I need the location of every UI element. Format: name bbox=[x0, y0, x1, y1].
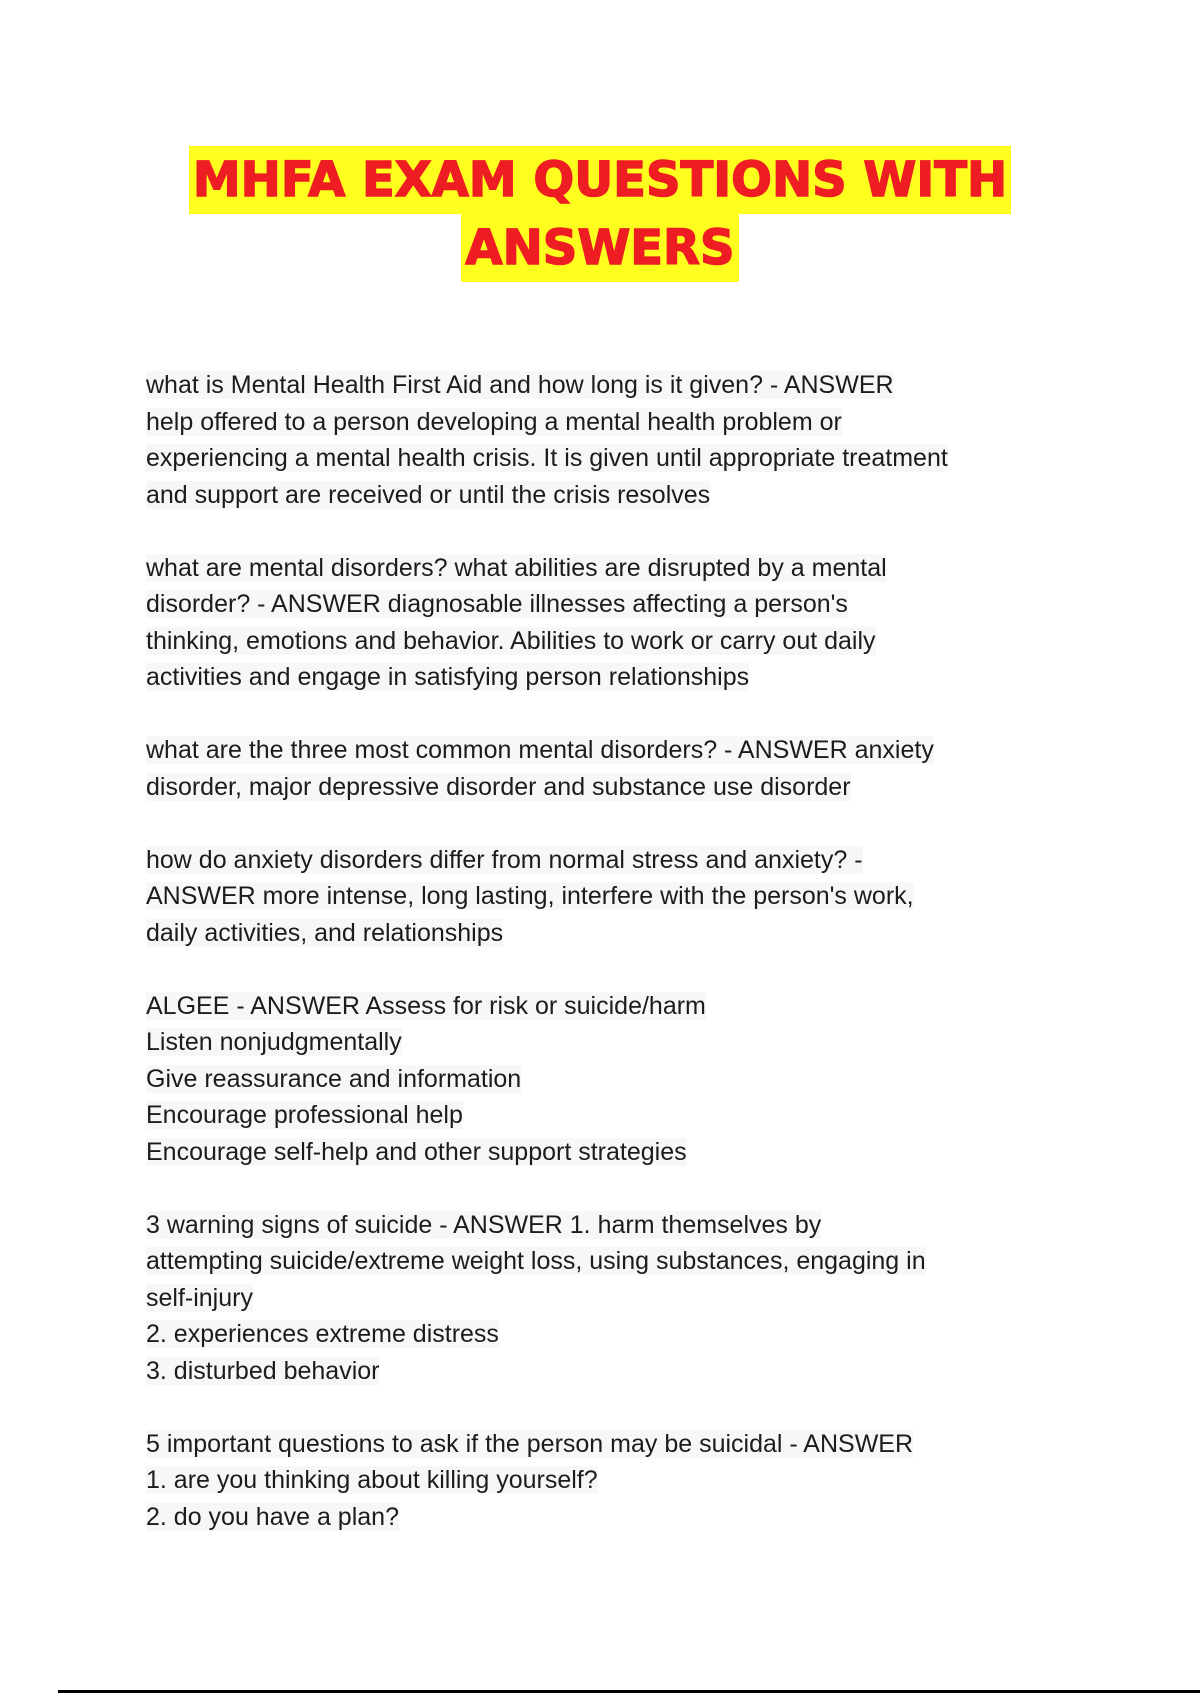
qa-text-line: and support are received or until the crisis resolves bbox=[146, 480, 711, 509]
qa-item-3 bbox=[146, 732, 1066, 805]
qa-text-line: Give reassurance and information bbox=[146, 1064, 522, 1093]
qa-item-5 bbox=[146, 988, 1066, 1171]
qa-text-line: Encourage professional help bbox=[146, 1101, 463, 1129]
qa-item-1 bbox=[146, 367, 1066, 513]
bottom-divider bbox=[58, 1690, 1200, 1693]
qa-text-line: how do anxiety disorders differ from normal stress and anxiety? - bbox=[146, 845, 863, 874]
qa-text-line: activities and engage in satisfying person relationships bbox=[146, 663, 750, 691]
qa-text-line: thinking, emotions and behavior. Abilities to work or carry out daily bbox=[146, 626, 876, 655]
qa-text-line: 3. disturbed behavior bbox=[146, 1356, 380, 1385]
qa-text-line: ALGEE - ANSWER Assess for risk or suicide/harm bbox=[146, 991, 706, 1020]
qa-text-line: Encourage self-help and other support strategies bbox=[146, 1137, 687, 1166]
qa-text-line: help offered to a person developing a mental health problem or bbox=[146, 407, 842, 436]
qa-text-line: 5 important questions to ask if the person may be suicidal - ANSWER bbox=[146, 1429, 914, 1458]
title-line-2: ANSWERS bbox=[461, 214, 738, 282]
qa-text-line: what is Mental Health First Aid and how long is it given? - ANSWER bbox=[146, 371, 894, 399]
title-line-1: MHFA EXAM QUESTIONS WITH bbox=[189, 146, 1011, 214]
qa-text-line: daily activities, and relationships bbox=[146, 918, 504, 947]
qa-text-line: what are mental disorders? what abilities are disrupted by a mental bbox=[146, 553, 887, 582]
qa-text-line: disorder? - ANSWER diagnosable illnesses affecting a person's bbox=[146, 590, 848, 618]
qa-text-line: 1. are you thinking about killing yourself? bbox=[146, 1466, 598, 1494]
page-title bbox=[0, 146, 1200, 282]
qa-text-line: 2. do you have a plan? bbox=[146, 1502, 399, 1531]
qa-item-7 bbox=[146, 1426, 1066, 1536]
qa-text-line: what are the three most common mental disorders? - ANSWER anxiety bbox=[146, 736, 934, 764]
qa-text-line: ANSWER more intense, long lasting, interfere with the person's work, bbox=[146, 882, 914, 910]
qa-text-line: self-injury bbox=[146, 1283, 253, 1312]
qa-item-4 bbox=[146, 842, 1066, 952]
qa-text-line: 2. experiences extreme distress bbox=[146, 1320, 499, 1348]
qa-item-6 bbox=[146, 1207, 1066, 1390]
qa-text-line: Listen nonjudgmentally bbox=[146, 1028, 402, 1056]
qa-text-line: disorder, major depressive disorder and substance use disorder bbox=[146, 772, 851, 801]
qa-text-line: 3 warning signs of suicide - ANSWER 1. harm themselves by bbox=[146, 1210, 822, 1239]
qa-item-2 bbox=[146, 550, 1066, 696]
qa-text-line: attempting suicide/extreme weight loss, using substances, engaging in bbox=[146, 1247, 926, 1275]
qa-list bbox=[146, 367, 1066, 1572]
qa-text-line: experiencing a mental health crisis. It is given until appropriate treatment bbox=[146, 444, 948, 472]
